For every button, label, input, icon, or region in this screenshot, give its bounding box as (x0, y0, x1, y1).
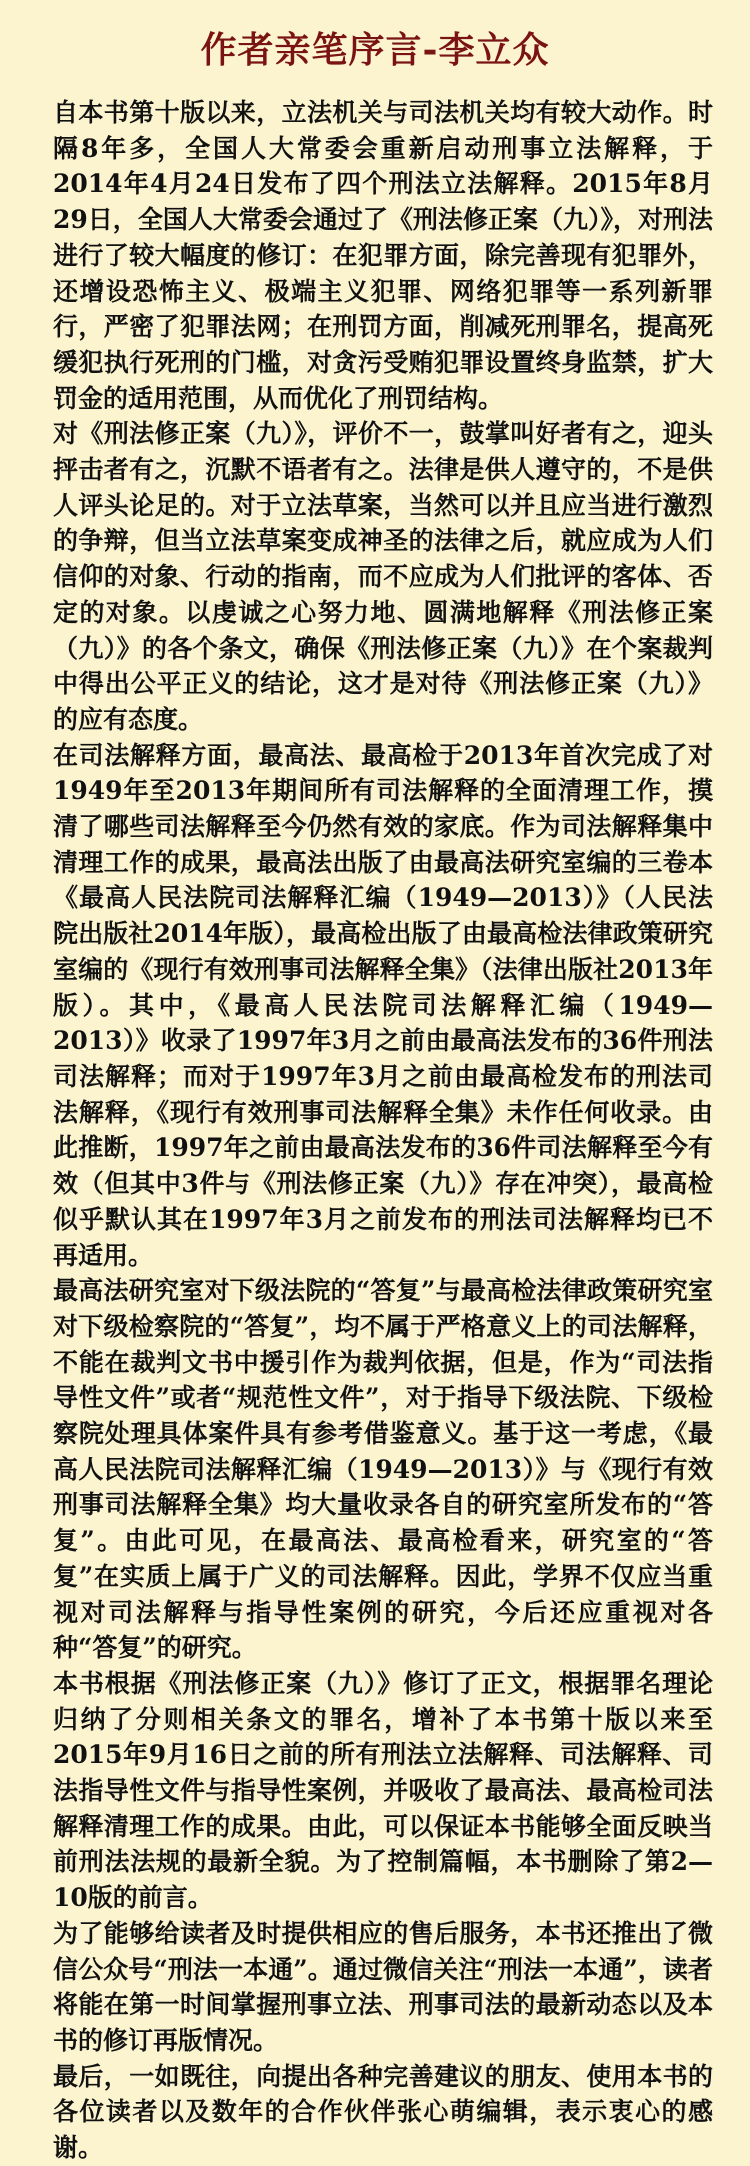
paragraph-3: 在司法解释方面，最高法、最高检于2013年首次完成了对1949年至2013年期间所有司法解释的全面清理工作，摸清了哪些司法解释至今仍然有效的家底。作为司法解释集中清理工作的成果，最高法出版了由最高法研究室编的三卷本《最高人民法院司法解释汇编（1949—2013）》（人民法院出版社2014年版），最高检出版了由最高检法律政策研究室编的《现行有效刑事司法解释全集》（法律出版社2013年版）。其中，《最高人民法院司法解释汇编（1949—2013）》收录了1997年3月之前由最高法发布的36件刑法司法解释；而对于1997年3月之前由最高检发布的刑法司法解释，《现行有效刑事司法解释全集》未作任何收录。由此推断，1997年之前由最高法发布的36件司法解释至今有效（但其中3件与《刑法修正案（九）》存在冲突），最高检似乎默认其在1997年3月之前发布的刑法司法解释均已不再适用。 (53, 740, 713, 1270)
paragraph-5: 本书根据《刑法修正案（九）》修订了正文，根据罪名理论归纳了分则相关条文的罪名，增补了本书第十版以来至2015年9月16日之前的所有刑法立法解释、司法解释、司法指导性文件与指导性案例，并吸收了最高法、最高检司法解释清理工作的成果。由此，可以保证本书能够全面反映当前刑法法规的最新全貌。为了控制篇幅，本书删除了第2—10版的前言。 (53, 1668, 713, 1913)
paragraph-2: 对《刑法修正案（九）》，评价不一，鼓掌叫好者有之，迎头抨击者有之，沉默不语者有之。法律是供人遵守的，不是供人评头论足的。对于立法草案，当然可以并且应当进行激烈的争辩，但当立法草案变成神圣的法律之后，就应成为人们信仰的对象、行动的指南，而不应成为人们批评的客体、否定的对象。以虔诚之心努力地、圆满地解释《刑法修正案（九）》的各个条文，确保《刑法修正案（九）》在个案裁判中得出公平正义的结论，这才是对待《刑法修正案（九）》的应有态度。 (53, 419, 713, 734)
page-title: 作者亲笔序言-李立众 (200, 29, 550, 71)
paragraph-1: 自本书第十版以来，立法机关与司法机关均有较大动作。时隔8年多，全国人大常委会重新启动刑事立法解释，于2014年4月24日发布了四个刑法立法解释。2015年8月29日，全国人大常委会通过了《刑法修正案（九）》，对刑法进行了较大幅度的修订：在犯罪方面，除完善现有犯罪外，还增设恐怖主义、极端主义犯罪、网络犯罪等一系列新罪行，严密了犯罪法网；在刑罚方面，削减死刑罪名，提高死缓犯执行死刑的门槛，对贪污受贿犯罪设置终身监禁，扩大罚金的适用范围，从而优化了刑罚结构。 (53, 98, 713, 413)
paragraph-4: 最高法研究室对下级法院的“答复”与最高检法律政策研究室对下级检察院的“答复”，均不属于严格意义上的司法解释，不能在裁判文书中援引作为裁判依据，但是，作为“司法指导性文件”或者“规范性文件”，对于指导下级法院、下级检察院处理具体案件具有参考借鉴意义。基于这一考虑，《最高人民法院司法解释汇编（1949—2013）》与《现行有效刑事司法解释全集》均大量收录各自的研究室所发布的“答复”。由此可见，在最高法、最高检看来，研究室的“答复”在实质上属于广义的司法解释。因此，学界不仅应当重视对司法解释与指导性案例的研究，今后还应重视对各种“答复”的研究。 (53, 1276, 713, 1663)
paragraph-7: 最后，一如既往，向提出各种完善建议的朋友、使用本书的各位读者以及数年的合作伙伴张心萌编辑，表示衷心的感谢。 (53, 2061, 713, 2163)
preface-body (53, 95, 713, 2166)
paragraph-6: 为了能够给读者及时提供相应的售后服务，本书还推出了微信公众号“刑法一本通”。通过微信关注“刑法一本通”，读者将能在第一时间掌握刑事立法、刑事司法的最新动态以及本书的修订再版情况。 (53, 1918, 713, 2055)
